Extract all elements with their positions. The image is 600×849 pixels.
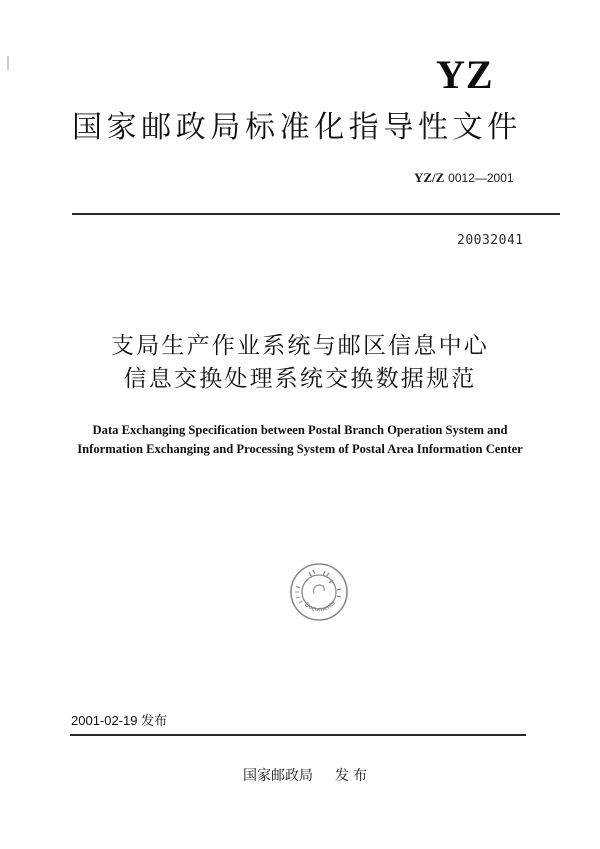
- archive-number: 20032041: [457, 233, 524, 248]
- library-stamp-icon: [287, 560, 351, 624]
- standard-number-value: 0012—2001: [448, 171, 514, 185]
- document-title-cn: [0, 330, 600, 396]
- title-cn-line-1: 支局生产作业系统与邮区信息中心: [111, 333, 489, 359]
- issuing-body-title: 国家邮政局标准化指导性文件: [72, 110, 522, 145]
- category-code: YZ: [436, 52, 494, 97]
- publisher-name: 国家邮政局: [243, 768, 313, 784]
- issue-date: 2001-02-19 发布: [71, 713, 168, 728]
- publisher-action: 发布: [335, 768, 371, 784]
- title-en-line-2: Information Exchanging and Processing System of Postal Area Information Center: [77, 442, 523, 456]
- footer-divider: [70, 734, 526, 736]
- scan-edge-mark: [7, 56, 9, 70]
- svg-text:Documents: Documents: [303, 599, 337, 614]
- document-title-en: [0, 421, 600, 459]
- title-cn-line-2: 信息交换处理系统交换数据规范: [123, 366, 477, 392]
- publisher-line: [243, 766, 371, 786]
- standard-number: [414, 170, 514, 186]
- standard-number-prefix: YZ/Z: [414, 170, 445, 185]
- title-en-line-1: Data Exchanging Specification between Postal Branch Operation System and: [92, 423, 508, 437]
- header-divider: [72, 213, 560, 215]
